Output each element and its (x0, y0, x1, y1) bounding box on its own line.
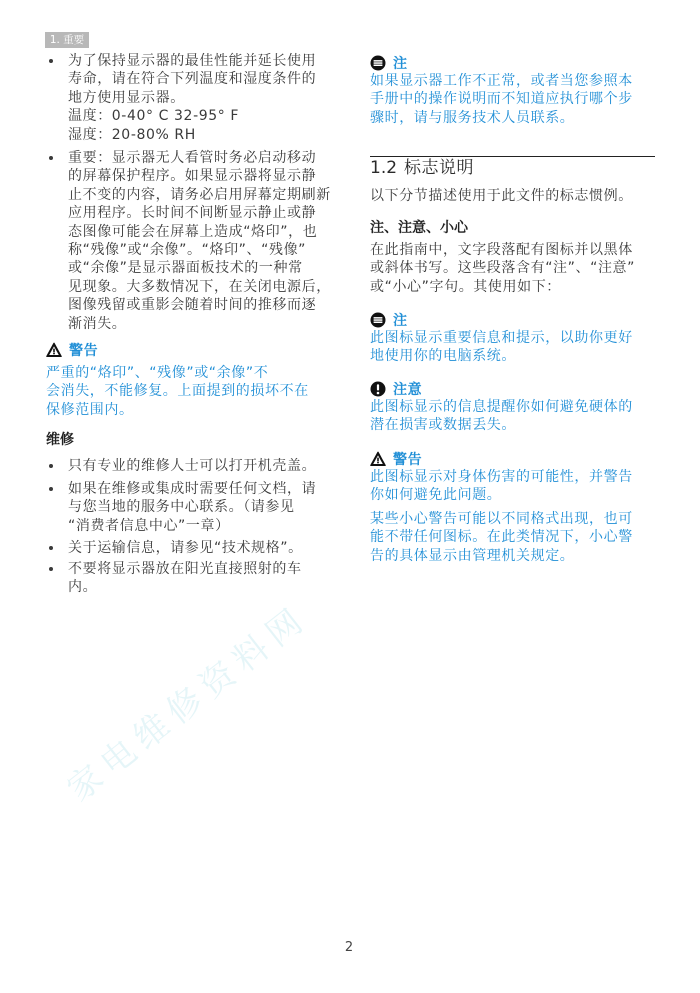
conventions-text (370, 241, 635, 296)
note-label: 注 (393, 56, 408, 72)
bullet-dot (49, 487, 53, 491)
warning-example-label: 警告 (393, 452, 423, 468)
note-text (370, 72, 633, 127)
caution-example-header (370, 380, 422, 398)
note-example-text (370, 329, 633, 366)
text-line: 为了保持显示器的最佳性能并延长使用 (68, 53, 317, 69)
text-line: 不要将显示器放在阳光直接照射的车 (68, 561, 302, 577)
watermark: 家电维修资料网 (59, 597, 317, 810)
humidity-spec: 湿度：20-80% RH (68, 126, 196, 143)
warning-example-header (370, 450, 422, 468)
note-icon (370, 55, 386, 71)
bullet-dot (49, 59, 53, 63)
text-line: 地使用你的电脑系统。 (370, 348, 516, 365)
caution-example-label: 注意 (393, 382, 423, 398)
note-example-label: 注 (393, 313, 408, 329)
bullet-dot (49, 464, 53, 468)
section-number: 1.2 (370, 158, 398, 178)
text-line: 与您当地的服务中心联系。（请参见 (68, 499, 295, 516)
text-line: 如果显示器工作不正常，或者当您参照本 (370, 73, 633, 89)
note-icon (370, 312, 386, 328)
bullet-dot (49, 546, 53, 550)
text-line: 告的具体显示由管理机关规定。 (370, 547, 575, 564)
text-line: 见现象。大多数情况下，在关闭电源后， (68, 278, 331, 295)
text-line: 应用程序。长时间不间断显示静止或静 (68, 205, 317, 222)
caution-example-text (370, 398, 633, 435)
warning-label: 警告 (69, 343, 99, 359)
text-line: 此图标显示对身体伤害的可能性，并警告 (370, 469, 633, 485)
text-line: 严重的“烙印”、“残像”或“余像”不 (46, 365, 269, 381)
text-line: 关于运输信息，请参见“技术规格”。 (68, 540, 303, 556)
text-line: 如果在维修或集成时需要任何文档，请 (68, 481, 317, 497)
text-line: 止不变的内容，请务必启用屏幕定期刷新 (68, 186, 331, 203)
text-line: “消费者信息中心”一章） (68, 517, 230, 534)
text-line: 寿命，请在符合下列温度和湿度条件的 (68, 71, 317, 88)
text-line: 骤时，请与服务技术人员联系。 (370, 109, 575, 126)
text-line: 潜在损害或数据丢失。 (370, 417, 516, 434)
section-intro (370, 187, 633, 205)
section-heading (370, 157, 474, 179)
caution-icon (370, 381, 386, 397)
text-line: 保修范围内。 (46, 401, 134, 418)
maintenance-item (68, 560, 302, 597)
text-line: 在此指南中，文字段落配有图标并以黑体 (370, 242, 633, 258)
maintenance-item (68, 480, 316, 535)
warning-icon (46, 342, 62, 358)
page-number: 2 (344, 940, 354, 955)
text-line: 的屏幕保护程序。如果显示器将显示静 (68, 168, 317, 185)
bullet-operating-conditions (68, 52, 316, 144)
maintenance-title: 维修 (46, 432, 74, 448)
maintenance-item (68, 457, 316, 475)
text-line: 会消失，不能修复。上面提到的损坏不在 (46, 383, 309, 400)
text-line: 你如何避免此问题。 (370, 487, 502, 504)
text-line: 态图像可能会在屏幕上造成“烙印”，也 (68, 223, 318, 240)
text-line: 此图标显示的信息提醒你如何避免硬体的 (370, 399, 633, 415)
text-line: 或斜体书写。这些段落含有“注”、“注意” (370, 260, 636, 277)
text-line: 此图标显示重要信息和提示，以助你更好 (370, 330, 633, 346)
warning-example-text (370, 468, 633, 505)
text-line: 或“余像”是显示器面板技术的一种常 (68, 260, 303, 277)
section-title: 标志说明 (404, 158, 474, 178)
note-example-header (370, 311, 408, 329)
note-header (370, 54, 408, 72)
extra-warning-text (370, 510, 633, 565)
temperature-spec: 温度：0-40° C 32-95° F (68, 108, 240, 125)
bullet-dot (49, 156, 53, 160)
text-line: 渐消失。 (68, 315, 127, 332)
text-line: 地方使用显示器。 (68, 89, 185, 106)
warning-header (46, 341, 98, 359)
text-line: 只有专业的维修人士可以打开机壳盖。 (68, 458, 317, 474)
warning-text (46, 364, 309, 419)
text-line: 内。 (68, 579, 98, 596)
text-line: 重要：显示器无人看管时务必启动移动 (68, 150, 317, 166)
bullet-screen-saver (68, 149, 331, 333)
section-tag: 1. 重要 (45, 32, 89, 48)
text-line: 某些小心警告可能以不同格式出现，也可 (370, 511, 633, 527)
text-line: 能不带任何图标。在此类情况下，小心警 (370, 529, 633, 546)
text-line: 以下分节描述使用于此文件的标志惯例。 (370, 188, 633, 204)
text-line: 手册中的操作说明而不知道应执行哪个步 (370, 91, 633, 108)
maintenance-item (68, 539, 303, 557)
text-line: 或“小心”字句。其使用如下： (370, 278, 561, 295)
text-line: 称“残像”或“余像”。“烙印”、“残像” (68, 242, 307, 259)
text-line: 图像残留或重影会随着时间的推移而逐 (68, 297, 317, 314)
bullet-dot (49, 567, 53, 571)
warning-icon (370, 451, 386, 467)
conventions-title: 注、注意、小心 (370, 220, 468, 236)
